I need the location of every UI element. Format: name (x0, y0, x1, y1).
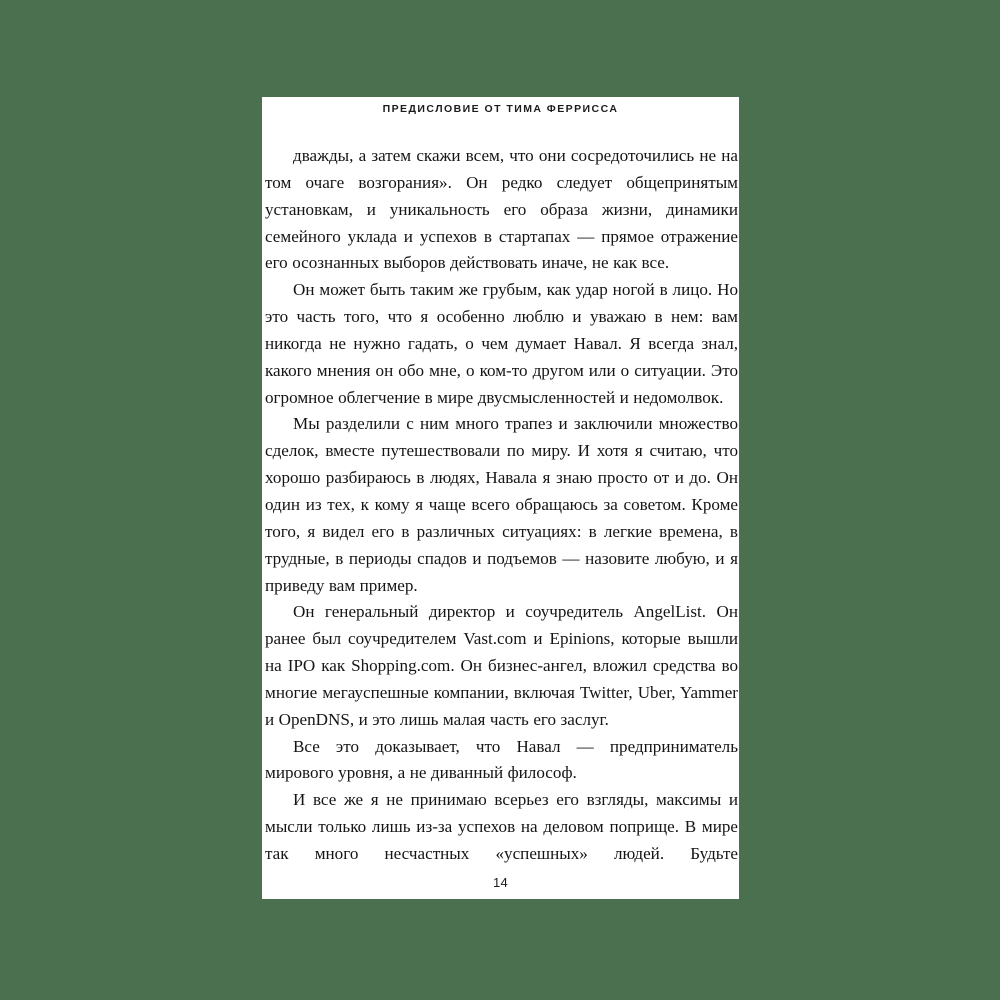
body-paragraph: И все же я не принимаю всерьез его взгляды, максимы и мысли только лишь из-за успехов на деловом поприще. В мире так много несчастных «успешных» людей. Будьте (265, 790, 738, 863)
body-paragraph: Все это доказывает, что Навал — предприниматель мирового уровня, а не диванный философ. (265, 736, 738, 783)
page-number: 14 (492, 875, 509, 890)
body-text-column (265, 143, 738, 868)
body-paragraph: Он может быть таким же грубым, как удар ногой в лицо. Но это часть того, что я особенно люблю и уважаю в нем: вам никогда не нужно гадать, о чем думает Навал. Я всегда знал, какого мнения он обо мне, о ком-то другом или о ситуации. Это огромное облегчение в мире двусмысленностей и недомолвок. (265, 280, 738, 407)
body-paragraph: Он генеральный директор и соучредитель AngelList. Он ранее был соучредителем Vast.com и Epinions, которые вышли на IPO как Shopping.com. Он бизнес-ангел, вложил средства во многие мегауспешные компании, включая Twitter, Uber, Yammer и OpenDNS, и это лишь малая часть его заслуг. (265, 602, 738, 729)
book-page (262, 97, 739, 899)
running-head: ПРЕДИСЛОВИЕ ОТ ТИМА ФЕРРИССА (382, 103, 619, 115)
body-paragraph: дважды, а затем скажи всем, что они сосредоточились не на том очаге возгорания». Он редко следует общепринятым установкам, и уникальность его образа жизни, динамики семейного уклада и успехов в стартапах — прямое отражение его осознанных выборов действовать иначе, не как все. (265, 146, 738, 273)
body-paragraph: Мы разделили с ним много трапез и заключили множество сделок, вместе путешествовали по миру. И хотя я считаю, что хорошо разбираюсь в людях, Навала я знаю просто от и до. Он один из тех, к кому я чаще всего обращаюсь за советом. Кроме того, я видел его в различных ситуациях: в легкие времена, в трудные, в периоды спадов и подъемов — назовите любую, и я приведу вам пример. (265, 414, 738, 595)
